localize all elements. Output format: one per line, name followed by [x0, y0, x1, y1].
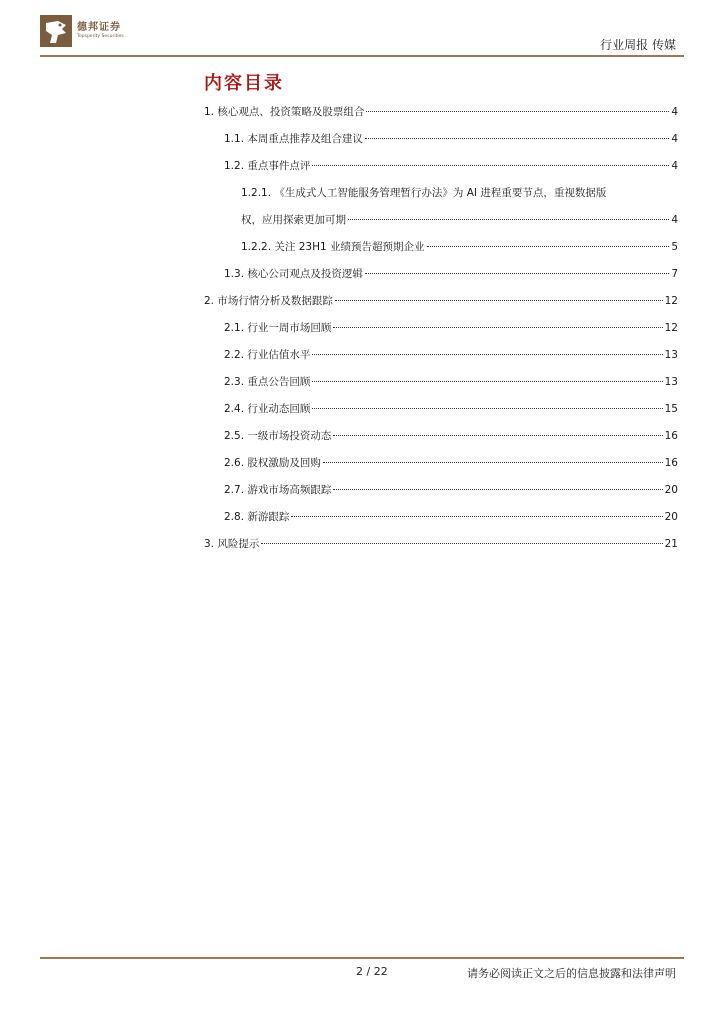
toc-item[interactable]: [204, 482, 678, 509]
toc-item-label: 1.2.1. 《生成式人工智能服务管理暂行办法》为 AI 进程重要节点，重视数据版: [241, 187, 607, 199]
toc-item-label: 2.3. 重点公告回顾: [224, 376, 311, 388]
toc-item-label: 2.8. 新游跟踪: [224, 511, 290, 523]
toc-item[interactable]: [204, 455, 678, 482]
toc-leader: [366, 111, 669, 112]
toc-item-label: 2.6. 股权激励及回购: [224, 457, 321, 469]
table-of-contents: [204, 104, 678, 563]
toc-leader: [335, 300, 663, 301]
toc-item[interactable]: [204, 374, 678, 401]
toc-leader: [312, 354, 662, 355]
toc-leader: [333, 489, 662, 490]
toc-leader: [348, 219, 669, 220]
toc-item-page: 5: [671, 241, 678, 253]
toc-item-page: 12: [664, 295, 678, 307]
toc-item[interactable]: [204, 239, 678, 266]
legal-disclaimer: 请务必阅读正文之后的信息披露和法律声明: [467, 967, 676, 980]
toc-item[interactable]: [204, 347, 678, 374]
toc-item-label: 2. 市场行情分析及数据跟踪: [204, 295, 333, 307]
toc-item-label: 2.5. 一级市场投资动态: [224, 430, 332, 442]
toc-item[interactable]: [204, 104, 678, 131]
company-logo: [40, 15, 124, 47]
toc-item-page: 4: [671, 160, 678, 172]
toc-item-label: 1.2.2. 关注 23H1 业绩预告超预期企业: [241, 241, 425, 253]
toc-item-page: 16: [664, 430, 678, 442]
toc-item-label: 权，应用探索更加可期: [241, 214, 346, 226]
toc-item-page: 20: [664, 511, 678, 523]
toc-item-label: 2.1. 行业一周市场回顾: [224, 322, 332, 334]
page-number: 2 / 22: [356, 965, 388, 978]
toc-item-label: 2.7. 游戏市场高频跟踪: [224, 484, 332, 496]
logo-company-name: 德邦证券: [77, 21, 121, 33]
toc-item-label: 1.1. 本周重点推荐及组合建议: [224, 133, 363, 145]
toc-leader: [333, 327, 662, 328]
toc-item-page: 4: [671, 106, 678, 118]
toc-leader: [291, 516, 662, 517]
toc-item[interactable]: [204, 266, 678, 293]
toc-item-page: 12: [664, 322, 678, 334]
toc-item-page: 16: [664, 457, 678, 469]
toc-item-label: 2.4. 行业动态回顾: [224, 403, 311, 415]
toc-leader: [365, 138, 669, 139]
toc-leader: [323, 462, 663, 463]
toc-leader: [427, 246, 670, 247]
toc-item-label: 3. 风险提示: [204, 538, 260, 550]
toc-item[interactable]: [204, 536, 678, 563]
toc-item-continued[interactable]: [204, 212, 678, 239]
report-category: 行业周报 传媒: [600, 38, 676, 52]
toc-item[interactable]: [204, 185, 678, 212]
toc-item[interactable]: [204, 401, 678, 428]
toc-item-page: 7: [671, 268, 678, 280]
toc-item-page: 4: [671, 133, 678, 145]
logo-emblem-icon: [40, 15, 72, 47]
header-divider: [40, 55, 684, 57]
toc-item[interactable]: [204, 131, 678, 158]
toc-leader: [312, 165, 669, 166]
toc-leader: [365, 273, 669, 274]
toc-item[interactable]: [204, 509, 678, 536]
toc-item-page: 20: [664, 484, 678, 496]
toc-item[interactable]: [204, 158, 678, 185]
toc-leader: [261, 543, 662, 544]
toc-title: 内容目录: [204, 73, 284, 94]
toc-item[interactable]: [204, 428, 678, 455]
toc-item-page: 13: [664, 376, 678, 388]
toc-item-label: 1.2. 重点事件点评: [224, 160, 311, 172]
toc-leader: [333, 435, 662, 436]
toc-item-label: 1.3. 核心公司观点及投资逻辑: [224, 268, 363, 280]
toc-leader: [312, 381, 662, 382]
toc-item-label: 1. 核心观点、投资策略及股票组合: [204, 106, 365, 118]
toc-item[interactable]: [204, 320, 678, 347]
toc-item-page: 15: [664, 403, 678, 415]
toc-item-page: 21: [664, 538, 678, 550]
toc-leader: [312, 408, 662, 409]
logo-company-name-en: Topsperity Securities: [77, 33, 124, 39]
footer-divider: [40, 957, 684, 959]
toc-item[interactable]: [204, 293, 678, 320]
toc-item-page: 13: [664, 349, 678, 361]
toc-item-page: 4: [671, 214, 678, 226]
toc-item-label: 2.2. 行业估值水平: [224, 349, 311, 361]
